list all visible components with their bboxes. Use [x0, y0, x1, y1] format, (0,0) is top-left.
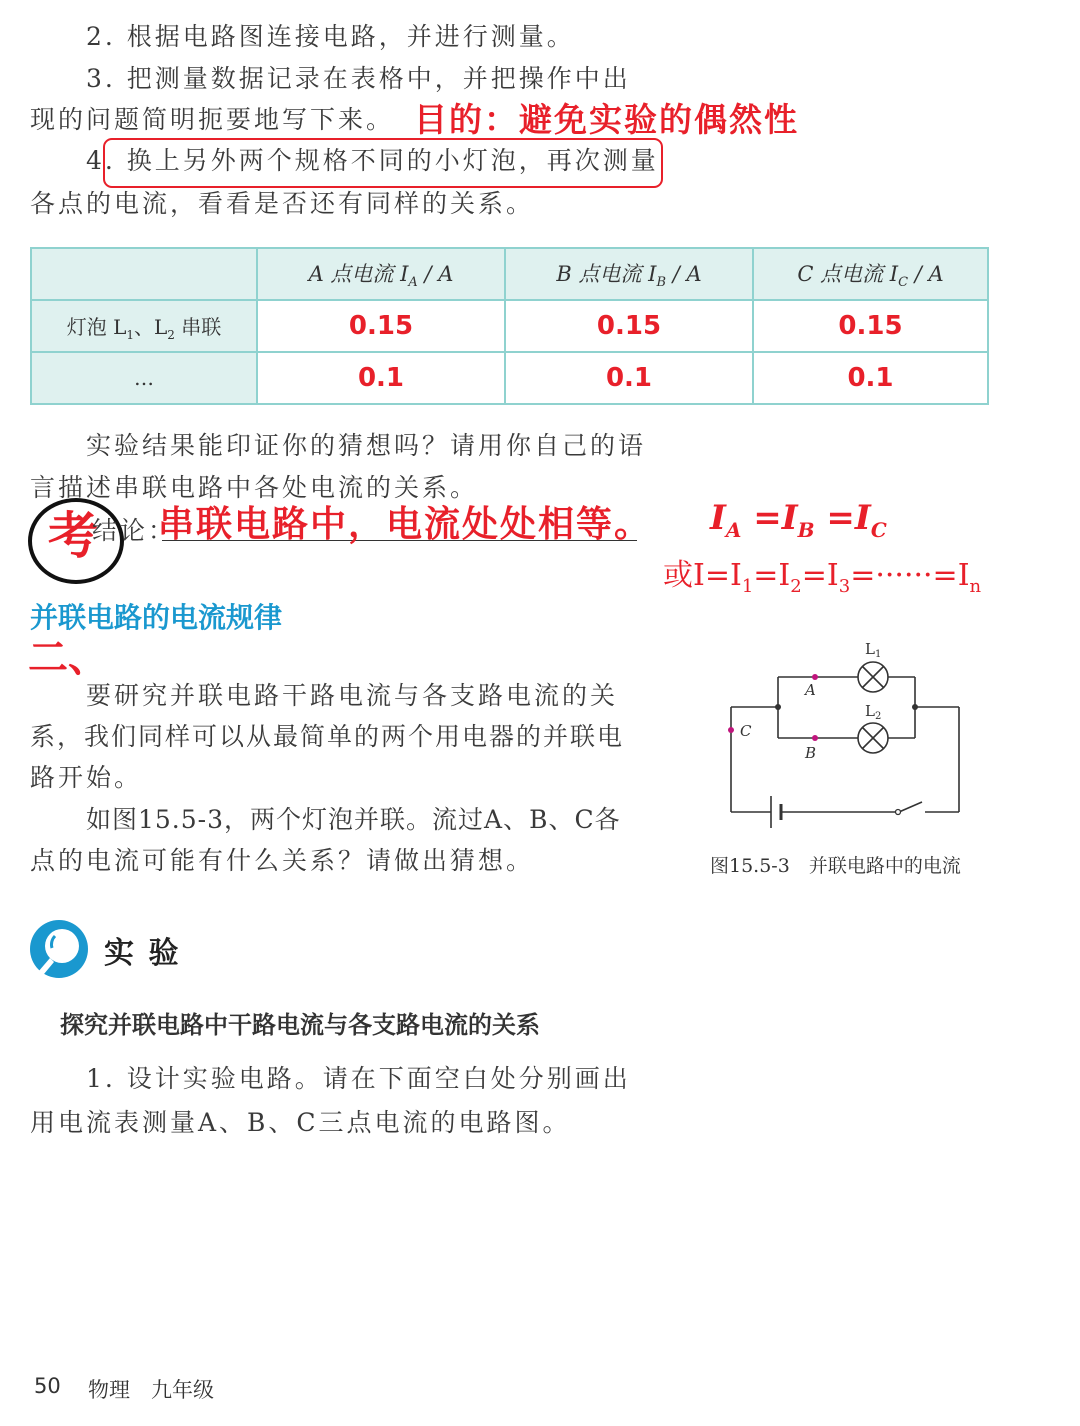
label-b: B: [805, 744, 817, 762]
table-cell-value: 0.1: [753, 352, 988, 404]
conclusion-formula: $I_A =I_B =I_C$: [710, 498, 887, 542]
table-row-label: 灯泡 $L_1$、$L_2$ 串联: [31, 300, 257, 352]
question-line2: 言描述串联电路中各处电流的关系。: [30, 473, 479, 502]
bulb-l2-icon: [858, 723, 888, 753]
table-cell-value: 0.15: [505, 300, 753, 352]
step-4-text-line2: 各点的电流，看看是否还有同样的关系。: [30, 189, 535, 218]
parallel-circuit-diagram: [715, 630, 985, 840]
table-header-empty: [31, 248, 257, 300]
alt-formula-annotation: 或$I=I_1=I_2=I_3=\cdot\cdot\cdot\cdot\cdot\cdot=I_n$: [663, 558, 982, 597]
current-measurement-table: [30, 247, 989, 405]
junction-dot: [912, 704, 918, 710]
section-title: 并联电路的电流规律: [30, 601, 283, 634]
table-row-label: …: [31, 352, 257, 404]
point-c-marker: [728, 727, 734, 733]
table-header-b: B 点电流 $I_B$ / A: [505, 248, 753, 300]
table-row: [31, 352, 988, 404]
label-a: A: [805, 681, 816, 699]
parallel-p2-line2: 点的电流可能有什么关系？请做出猜想。: [30, 846, 535, 875]
switch-contact: [896, 810, 901, 815]
question-line1: 实验结果能印证你的猜想吗？请用你自己的语: [86, 431, 647, 460]
parallel-p1-line2: 系，我们同样可以从最简单的两个用电器的并联电: [30, 722, 625, 751]
label-l1: $L_1$: [865, 640, 882, 660]
step-2-text: 2. 根据电路图连接电路，并进行测量。: [86, 22, 575, 51]
page-number: 50: [34, 1374, 61, 1398]
conclusion-label: 结论：: [92, 516, 177, 545]
step-3-text-line1: 3. 把测量数据记录在表格中，并把操作中出: [86, 64, 631, 93]
experiment-subtitle: 探究并联电路中干路电流与各支路电流的关系: [60, 1011, 540, 1039]
bulb-l1-icon: [858, 662, 888, 692]
conclusion-annotation: 串联电路中，电流处处相等。: [158, 504, 653, 545]
table-cell-value: 0.1: [505, 352, 753, 404]
table-cell-value: 0.15: [753, 300, 988, 352]
parallel-p1-line1: 要研究并联电路干路电流与各支路电流的关: [86, 681, 619, 710]
experiment-heading: 实 验: [104, 936, 181, 971]
section-two-annotation: 二、: [28, 635, 108, 681]
experiment-step1-line2: 用电流表测量A、B、C三点电流的电路图。: [30, 1108, 571, 1137]
experiment-step1-line1: 1. 设计实验电路。请在下面空白处分别画出: [86, 1064, 631, 1093]
table-cell-value: 0.15: [257, 300, 505, 352]
junction-dot: [775, 704, 781, 710]
table-row: [31, 300, 988, 352]
point-b-marker: [812, 735, 818, 741]
step-3-text-line2: 现的问题简明扼要地写下来。: [30, 105, 395, 134]
label-l2: $L_2$: [865, 702, 882, 722]
table-cell-value: 0.1: [257, 352, 505, 404]
point-a-marker: [812, 674, 818, 680]
purpose-annotation: 目的：避免实验的偶然性: [414, 100, 799, 139]
table-header-c: C 点电流 $I_C$ / A: [753, 248, 988, 300]
figure-caption: 图15.5-3 并联电路中的电流: [710, 855, 961, 877]
step-4-text-boxed: 4. 换上另外两个规格不同的小灯泡，再次测量: [86, 146, 659, 175]
magnifier-icon: [28, 918, 92, 982]
parallel-p2-line1: 如图15.5-3，两个灯泡并联。流过A、B、C各: [86, 805, 621, 834]
footer-grade: 九年级: [151, 1378, 214, 1402]
exam-mark-character: 考: [48, 507, 98, 565]
table-header-a: A 点电流 $I_A$ / A: [257, 248, 505, 300]
footer-subject: 物理: [88, 1378, 130, 1402]
parallel-p1-line3: 路开始。: [30, 763, 143, 792]
label-c: C: [740, 722, 752, 740]
table-header-row: [31, 248, 988, 300]
